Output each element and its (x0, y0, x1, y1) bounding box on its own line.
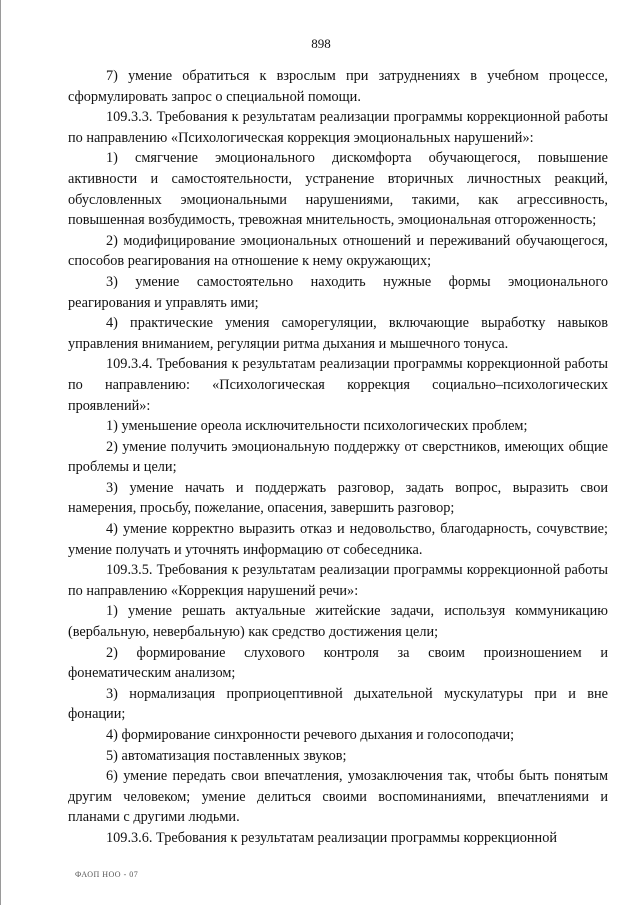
paragraph: 5) автоматизация поставленных звуков; (106, 747, 347, 764)
paragraph: 4) практические умения саморегуляции, включающие выработку навыков управления вниманием, регуляции ритма дыхания и мышечного тонуса. (68, 315, 608, 352)
page-body (68, 66, 608, 849)
paragraph: 3) нормализация проприоцептивной дыхательной мускулатуры при и вне фонации; (68, 685, 608, 723)
paragraph: 6) умение передать свои впечатления, умозаключения так, чтобы быть понятым другим человеком; умение делиться своими воспоминаниями, впечатлениями и планами с другими людьми. (68, 768, 608, 826)
paragraph: 4) формирование синхронности речевого дыхания и голосоподачи; (106, 727, 515, 743)
paragraph: 1) уменьшение ореола исключительности психологических проблем; (106, 418, 528, 435)
paragraph: 3) умение самостоятельно находить нужные формы эмоционального реагирования и управлять ими; (68, 273, 608, 311)
footer-code: ФАОП НОО - 07 (75, 870, 139, 879)
paragraph: 4) умение корректно выразить отказ и недовольство, благодарность, сочувствие; умение получать и уточнять информацию от собеседника. (68, 521, 608, 558)
paragraph: 109.3.5. Требования к результатам реализации программы коррекционной работы по направлению «Коррекция нарушений речи»: (68, 562, 608, 599)
paragraph: 1) смягчение эмоционального дискомфорта обучающегося, повышение активности и самостоятельности, устранение вторичных личностных реакций, обусловленных эмоциональными нарушениями, такими, как агрессивность, повышенная возбудимость, тревожная мнительность, эмоциональная отгороженность; (68, 150, 608, 229)
paragraph: 109.3.3. Требования к результатам реализации программы коррекционной работы по направлению «Психологическая коррекция эмоциональных нарушений»: (68, 109, 608, 146)
paragraph: 109.3.6. Требования к результатам реализации программы коррекционной (106, 829, 557, 846)
paragraph: 3) умение начать и поддержать разговор, задать вопрос, выразить свои намерения, просьбу, пожелание, опасения, завершить разговор; (68, 479, 608, 517)
paragraph: 1) умение решать актуальные житейские задачи, используя коммуникацию (вербальную, невербальную) как средство достижения цели; (68, 603, 608, 641)
paragraph: 2) модифицирование эмоциональных отношений и переживаний обучающегося, способов реагирования на отношение к нему окружающих; (68, 232, 608, 270)
paragraph: 2) формирование слухового контроля за своим произношением и фонематическим анализом; (68, 644, 608, 682)
page-number: 898 (311, 36, 331, 51)
paragraph: 7) умение обратиться к взрослым при затруднениях в учебном процессе, сформулировать запрос о специальной помощи. (68, 68, 608, 105)
paragraph: 2) умение получить эмоциональную поддержку от сверстников, имеющих общие проблемы и цели; (68, 438, 608, 476)
paragraph: 109.3.4. Требования к результатам реализации программы коррекционной работы по направлению: «Психологическая коррекция социально–психологических проявлений»: (68, 356, 608, 414)
